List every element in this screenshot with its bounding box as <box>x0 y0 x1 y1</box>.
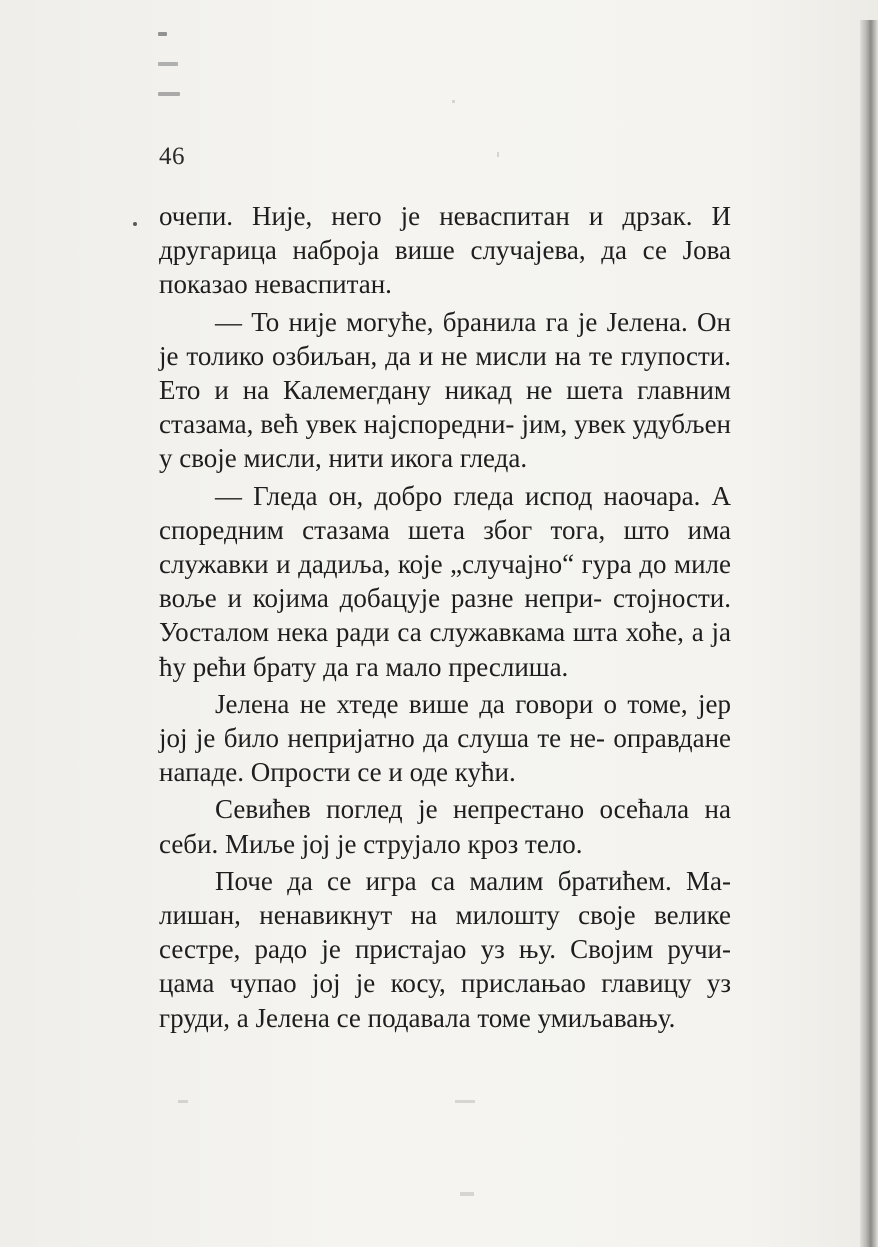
paragraph: — То није могуће, бранила га је Јелена. Он је толико озбиљан, да и не мисли на те глупости. Ето и на Калемегдану никад не шета главним стазама, већ увек најспоредни- јим, увек удубљен у своје мисли, нити икога гледа. <box>159 306 731 474</box>
paragraph: Севићев поглед је непрестано осећала на себи. Миље јој је струјало кроз тело. <box>159 794 731 859</box>
paragraph: Поче да се игра са малим братићем. Ма- лишан, ненавикнут на милошту своје велике сестре, радо је пристајао уз њу. Својим ручи- цама чупао јој је косу, прислањао главицу уз груди, а Јелена се подавала томе умиљавању. <box>159 865 731 1033</box>
margin-mark <box>158 32 167 36</box>
margin-mark <box>158 92 180 96</box>
page-binding-edge <box>860 20 878 1247</box>
body-text <box>159 199 731 1038</box>
paragraph: — Гледа он, добро гледа испод наочара. А споредним стазама шета због тога, што има служавки и дадиља, које „случајно“ гура до миле воље и којима добацује разне непри- стојности. Уосталом нека ради са служавкама шта хоће, а ја ћу рећи брату да га мало преслиша. <box>159 480 731 682</box>
page-number: 46 <box>159 143 185 170</box>
paragraph: Јелена не хтеде више да говори о томе, јер јој је било непријатно да слуша те не- оправдане нападе. Опрости се и оде кући. <box>159 688 731 788</box>
paper-speck <box>460 1192 474 1196</box>
paper-speck <box>452 100 455 103</box>
paper-speck <box>178 1100 188 1103</box>
margin-dot <box>133 222 137 226</box>
paper-speck <box>455 1100 475 1103</box>
margin-mark <box>158 62 178 66</box>
paper-speck <box>497 152 499 157</box>
margin-marks <box>158 32 198 122</box>
paragraph: очепи. Није, него је невaспитан и дрзак. И другарица наброја више случајева, да се Јова показао невaспитан. <box>159 201 731 300</box>
